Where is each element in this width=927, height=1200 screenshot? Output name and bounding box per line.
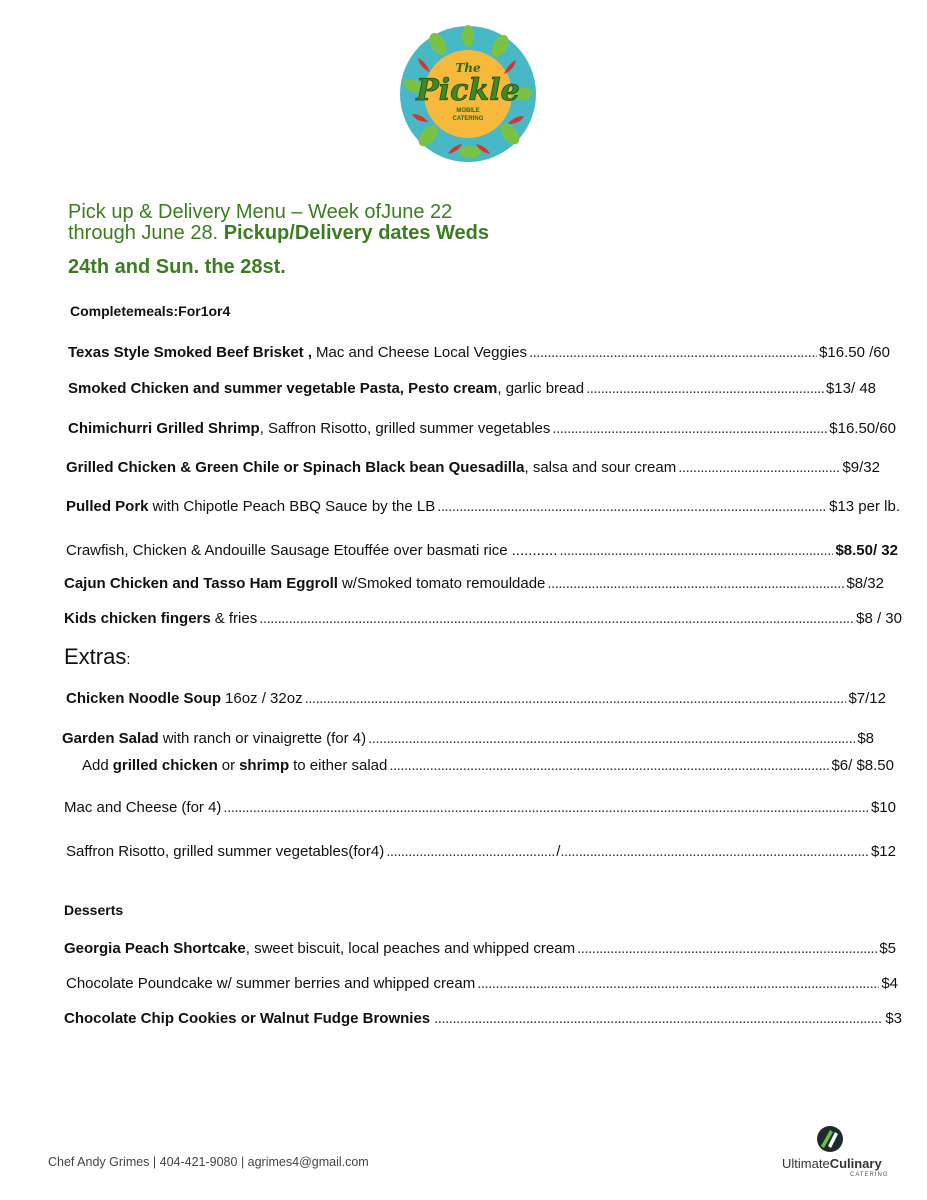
menu-item: Chocolate Poundcake w/ summer berries and whipped cream ..... $4 [66, 975, 898, 997]
menu-item: Pulled Pork with Chipotle Peach BBQ Sauce by the LB ..... $13 per lb. [66, 498, 900, 520]
menu-item: Saffron Risotto, grilled summer vegetables(for4) ..... / ..... $12 [66, 843, 896, 865]
menu-item: Texas Style Smoked Beef Brisket , Mac and Cheese Local Veggies ..... $16.50 /60 [68, 344, 890, 366]
chef-contact: Chef Andy Grimes | 404-421-9080 | agrimes4@gmail.com [48, 1155, 369, 1169]
menu-item: Mac and Cheese (for 4) ..... $10 [64, 799, 896, 821]
menu-item: Kids chicken fingers & fries ..... $8 / 30 [64, 610, 902, 632]
menu-item: Crawfish, Chicken & Andouille Sausage Etouffée over basmati rice ........... ..... $8.50/ 32 [66, 542, 898, 564]
menu-item: Chicken Noodle Soup 16oz / 32oz ..... $7/12 [66, 690, 886, 712]
menu-item: Cajun Chicken and Tasso Ham Eggroll w/Smoked tomato remouldade ..... $8/32 [64, 575, 884, 597]
desserts-heading: Desserts [64, 902, 124, 918]
menu-title-line2 [68, 222, 489, 244]
pickle-logo [398, 24, 538, 164]
ultimate-culinary-logo-icon [812, 1124, 848, 1154]
ultimate-culinary-name: UltimateCulinary [782, 1156, 882, 1171]
menu-title-line2a: through June 28. [68, 222, 219, 244]
extras-heading: Extras: [64, 644, 131, 669]
menu-item: Georgia Peach Shortcake , sweet biscuit, local peaches and whipped cream ..... $5 [64, 940, 896, 962]
logo-the-text: The [455, 61, 481, 75]
menu-item: Grilled Chicken & Green Chile or Spinach Black bean Quesadilla , salsa and sour cream ..... $9/32 [66, 459, 880, 481]
logo-sub1-text: MOBILE [456, 108, 480, 114]
complete-meals-heading: Completemeals:For1or4 [70, 303, 231, 319]
menu-item: Chocolate Chip Cookies or Walnut Fudge Brownies ..... $3 [64, 1010, 902, 1032]
menu-item: Chimichurri Grilled Shrimp , Saffron Risotto, grilled summer vegetables ..... $16.50/60 [68, 420, 896, 442]
menu-title-line1: Pick up & Delivery Menu – Week ofJune 22 [68, 201, 453, 223]
menu-item: Garden Salad with ranch or vinaigrette (for 4) ..... $8 [62, 730, 874, 752]
ultimate-culinary-sub: CATERING [850, 1172, 889, 1178]
menu-title-line3: 24th and Sun. the 28st. [68, 256, 286, 278]
logo-name-text: Pickle [416, 73, 520, 108]
menu-item: Add grilled chicken or shrimp to either salad ..... $6/ $8.50 [82, 757, 894, 779]
menu-item: Smoked Chicken and summer vegetable Pasta, Pesto cream , garlic bread ..... $13/ 48 [68, 380, 876, 402]
menu-title-line2b: Pickup/Delivery dates Weds [223, 222, 489, 244]
logo-sub2-text: CATERING [452, 116, 484, 122]
